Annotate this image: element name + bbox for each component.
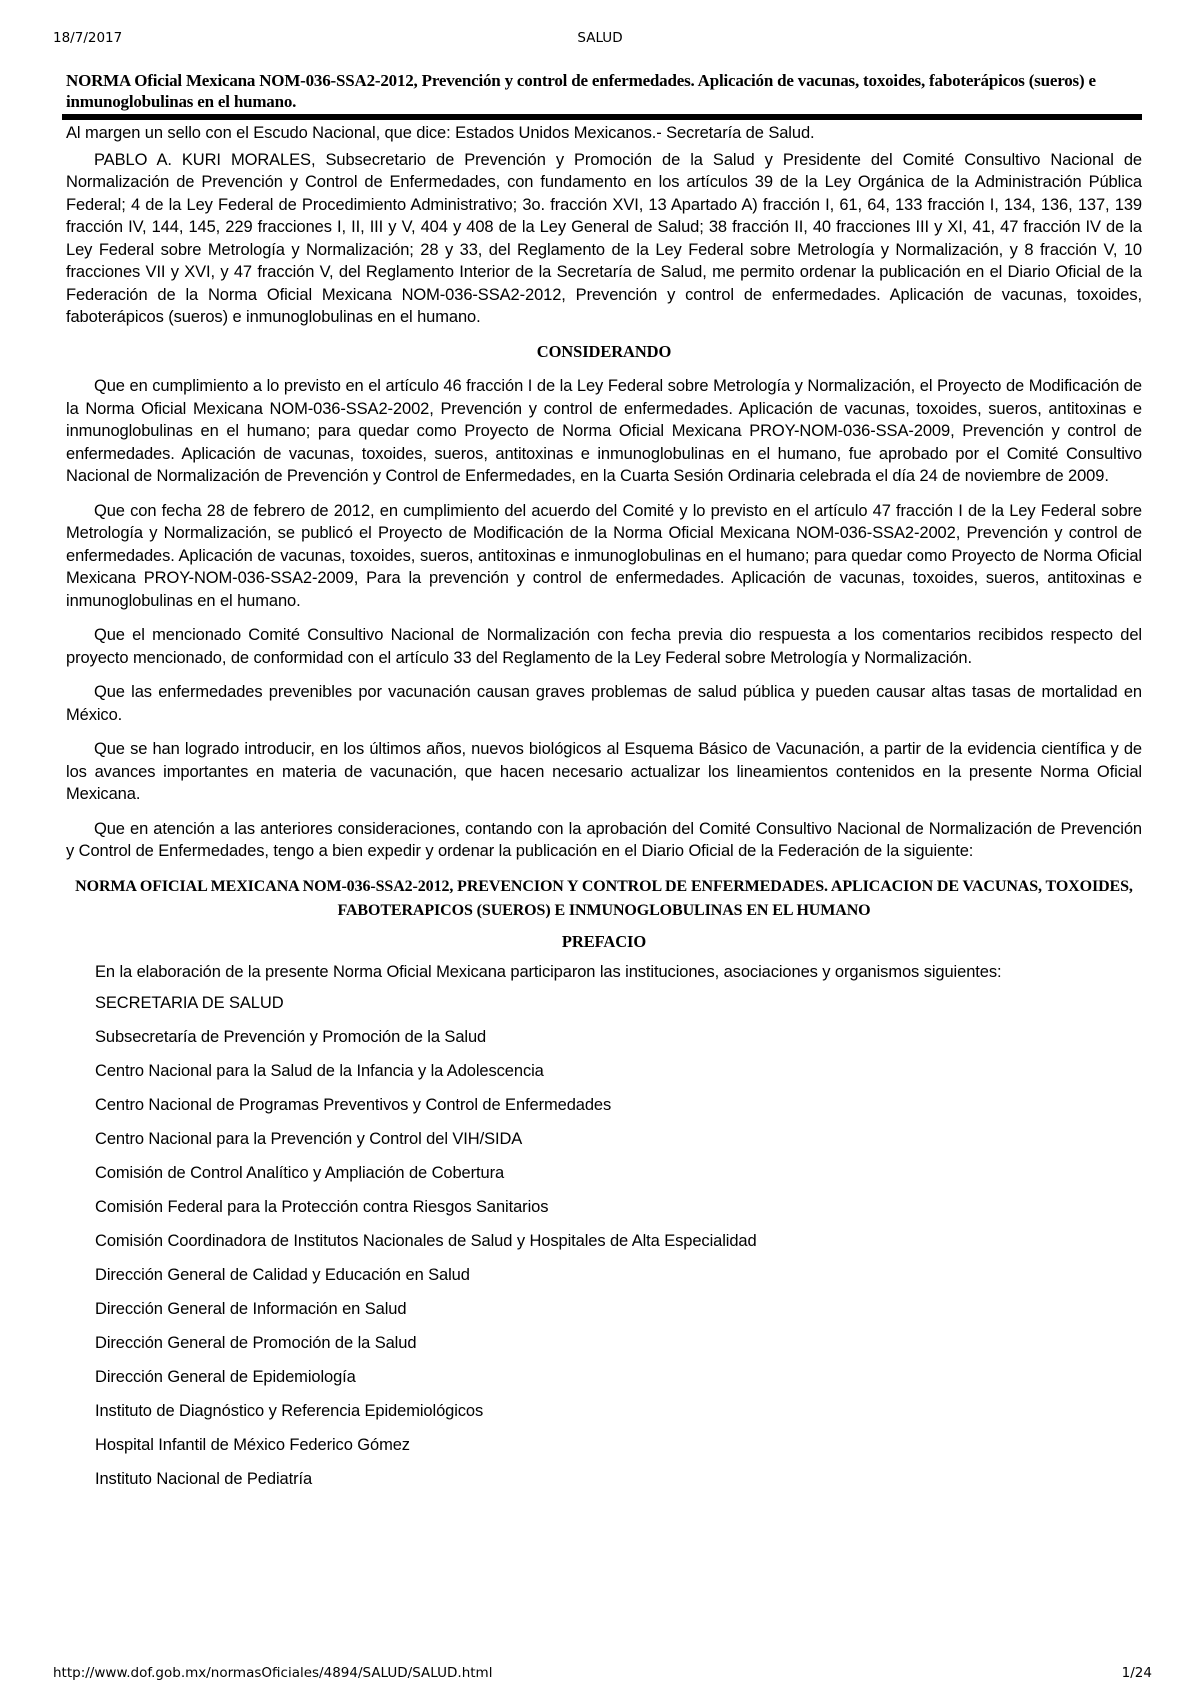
list-item: Comisión Federal para la Protección contra Riesgos Sanitarios	[95, 1197, 549, 1216]
margin-note: Al margen un sello con el Escudo Nacional, que dice: Estados Unidos Mexicanos.- Secretaría de Salud.	[66, 124, 815, 142]
document-body	[66, 122, 1142, 1502]
prefacio-heading: PREFACIO	[561, 931, 647, 951]
preamble-paragraph: PABLO A. KURI MORALES, Subsecretario de Prevención y Promoción de la Salud y Presidente del Comité Consultivo Nacional de Normalización de Prevención y Control de Enfermedades, con fundamento en los artículos 39 de la Ley Orgánica de la Administración Pública Federal; 4 de la Ley Federal de Procedimiento Administrativo; 3o. fracción XVI, 13 Apartado A) fracción I, 61, 64, 133 fracción I, 134, 136, 137, 139 fracción IV, 144, 145, 229 fracciones I, II, III y V, 404 y 408 de la Ley General de Salud; 38 fracción II, 40 fracciones III y XI, 41, 47 fracción IV de la Ley Federal sobre Metrología y Normalización; 28 y 33, del Reglamento de la Ley Federal sobre Metrología y Normalización, y 8 fracción V, 10 fracciones VII y XVI, y 47 fracción V, del Reglamento Interior de la Secretaría de Salud, me permito ordenar la publicación en el Diario Oficial de la Federación de la Norma Oficial Mexicana NOM-036-SSA2-2012, Prevención y control de enfermedades. Aplicación de vacunas, toxoides, faboterápicos (sueros) e inmunoglobulinas en el humano.	[66, 150, 1142, 326]
prefacio-intro: En la elaboración de la presente Norma Oficial Mexicana participaron las instituciones, asociaciones y organismos siguientes:	[95, 963, 1002, 981]
considerando-paragraph-3: Que el mencionado Comité Consultivo Nacional de Normalización con fecha previa dio respuesta a los comentarios recibidos respecto del proyecto mencionado, de conformidad con el artículo 33 del Reglamento de la Ley Federal sobre Metrología y Normalización.	[66, 626, 1142, 667]
considerando-paragraph-6: Que en atención a las anteriores consideraciones, contando con la aprobación del Comité Consultivo Nacional de Normalización de Prevención y Control de Enfermedades, tengo a bien expedir y ordenar la publicación en el Diario Oficial de la Federación de la siguiente:	[66, 819, 1142, 860]
title-rule	[62, 114, 1142, 120]
list-item: Comisión de Control Analítico y Ampliación de Cobertura	[95, 1163, 505, 1182]
list-item: Instituto Nacional de Pediatría	[95, 1469, 313, 1488]
document-title: NORMA Oficial Mexicana NOM-036-SSA2-2012, Prevención y control de enfermedades. Aplicación de vacunas, toxoides, faboterápicos (sueros) e inmunoglobulinas en el humano.	[66, 71, 1096, 111]
considerando-heading: CONSIDERANDO	[536, 341, 672, 361]
page-number: 1/24	[1121, 1665, 1152, 1681]
list-item: Dirección General de Calidad y Educación en Salud	[95, 1265, 470, 1284]
considerando-paragraph-5: Que se han logrado introducir, en los últimos años, nuevos biológicos al Esquema Básico de Vacunación, a partir de la evidencia científica y de los avances importantes en materia de vacunación, que hacen necesario actualizar los lineamientos contenidos en la presente Norma Oficial Mexicana.	[66, 740, 1142, 803]
source-url: http://www.dof.gob.mx/normasOficiales/4894/SALUD/SALUD.html	[53, 1665, 493, 1681]
list-item: Centro Nacional para la Salud de la Infancia y la Adolescencia	[95, 1061, 544, 1080]
print-date: 18/7/2017	[53, 30, 123, 46]
norma-heading: NORMA OFICIAL MEXICANA NOM-036-SSA2-2012, PREVENCION Y CONTROL DE ENFERMEDADES. APLICACION DE VACUNAS, TOXOIDES, FABOTERAPICOS (SUEROS) E INMUNOGLOBULINAS EN EL HUMANO	[75, 877, 1133, 919]
list-item: Centro Nacional de Programas Preventivos y Control de Enfermedades	[95, 1095, 612, 1114]
list-item: Dirección General de Información en Salud	[95, 1299, 407, 1318]
list-item: SECRETARIA DE SALUD	[95, 993, 284, 1012]
list-item: Dirección General de Promoción de la Salud	[95, 1333, 417, 1352]
institutions-list	[66, 992, 1142, 1502]
list-item: Subsecretaría de Prevención y Promoción de la Salud	[95, 1027, 487, 1046]
list-item: Centro Nacional para la Prevención y Control del VIH/SIDA	[95, 1129, 523, 1148]
considerando-paragraph-2: Que con fecha 28 de febrero de 2012, en cumplimiento del acuerdo del Comité y lo previsto en el artículo 47 fracción I de la Ley Federal sobre Metrología y Normalización, se publicó el Proyecto de Modificación de la Norma Oficial Mexicana NOM-036-SSA2-2002, Prevención y control de enfermedades. Aplicación de vacunas, toxoides, sueros, antitoxinas e inmunoglobulinas en el humano; para quedar como Proyecto de Norma Oficial Mexicana PROY-NOM-036-SSA2-2009, Para la prevención y control de enfermedades. Aplicación de vacunas, toxoides, sueros, antitoxinas e inmunoglobulinas en el humano.	[66, 501, 1142, 610]
list-item: Comisión Coordinadora de Institutos Nacionales de Salud y Hospitales de Alta Especialidad	[95, 1231, 757, 1250]
considerando-paragraph-4: Que las enfermedades prevenibles por vacunación causan graves problemas de salud pública y pueden causar altas tasas de mortalidad en México.	[66, 683, 1142, 724]
list-item: Hospital Infantil de México Federico Gómez	[95, 1435, 410, 1454]
list-item: Dirección General de Epidemiología	[95, 1367, 356, 1386]
print-title: SALUD	[577, 30, 623, 46]
considerando-paragraph-1: Que en cumplimiento a lo previsto en el artículo 46 fracción I de la Ley Federal sobre Metrología y Normalización, el Proyecto de Modificación de la Norma Oficial Mexicana NOM-036-SSA2-2002, Prevención y control de enfermedades. Aplicación de vacunas, toxoides, sueros, antitoxinas e inmunoglobulinas en el humano; para quedar como Proyecto de Norma Oficial Mexicana PROY-NOM-036-SSA-2009, Prevención y control de enfermedades. Aplicación de vacunas, toxoides, sueros, antitoxinas e inmunoglobulinas en el humano, fue aprobado por el Comité Consultivo Nacional de Normalización de Prevención y Control de Enfermedades, en la Cuarta Sesión Ordinaria celebrada el día 24 de noviembre de 2009.	[66, 377, 1142, 485]
list-item: Instituto de Diagnóstico y Referencia Epidemiológicos	[95, 1401, 484, 1420]
